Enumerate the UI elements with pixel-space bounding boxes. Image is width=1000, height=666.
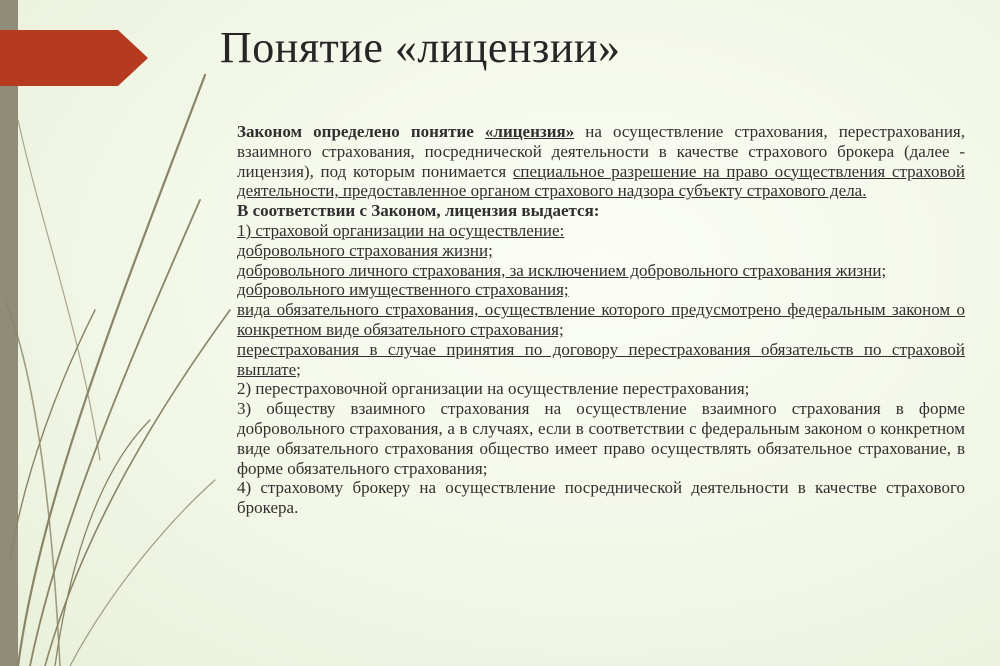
- intro-definition: специальное разрешение на право осуществления страховой деятельности, предоставленное органом страхового надзора субъекту страхового дела.: [237, 161, 965, 201]
- list-item: вида обязательного страхования, осуществление которого предусмотрено федеральным законом о конкретном виде обязательного страхования;: [237, 300, 965, 339]
- title-arrow-banner: [0, 30, 150, 86]
- intro-lead: Законом определено понятие: [237, 122, 474, 141]
- intro-paragraph: [237, 122, 965, 201]
- list-item: добровольного личного страхования, за исключением добровольного страхования жизни;: [237, 260, 887, 280]
- slide-body: [237, 122, 965, 518]
- section-heading: В соответствии с Законом, лицензия выдается:: [237, 201, 600, 221]
- intro-mid: на осуществление страхования, перестрахования, взаимного страхования, посреднической деятельности в качестве страхового брокера (далее - лицензия), под которым понимается: [237, 122, 966, 181]
- list-item: добровольного имущественного страхования;: [237, 280, 569, 300]
- grass-decoration: [0, 0, 240, 666]
- list-item: 4) страховому брокеру на осуществление посреднической деятельности в качестве страхового брокера.: [237, 478, 965, 518]
- list-item: перестрахования в случае принятия по договору перестрахования обязательств по страховой выплате;: [237, 339, 965, 379]
- list-item: 2) перестраховочной организации на осуществление перестрахования;: [237, 379, 750, 399]
- page-title: Понятие «лицензии»: [220, 23, 621, 72]
- intro-term: «лицензия»: [484, 122, 575, 141]
- list-item: 1) страховой организации на осуществление:: [237, 220, 565, 240]
- list-item: добровольного страхования жизни;: [237, 240, 493, 260]
- list-item: 3) обществу взаимного страхования на осуществление взаимного страхования в форме добровольного страхования, а в случаях, если в соответствии с федеральным законом о конкретном виде обязательного страхования общество имеет право осуществлять обязательное страхование, в форме обязательного страхования;: [237, 399, 965, 478]
